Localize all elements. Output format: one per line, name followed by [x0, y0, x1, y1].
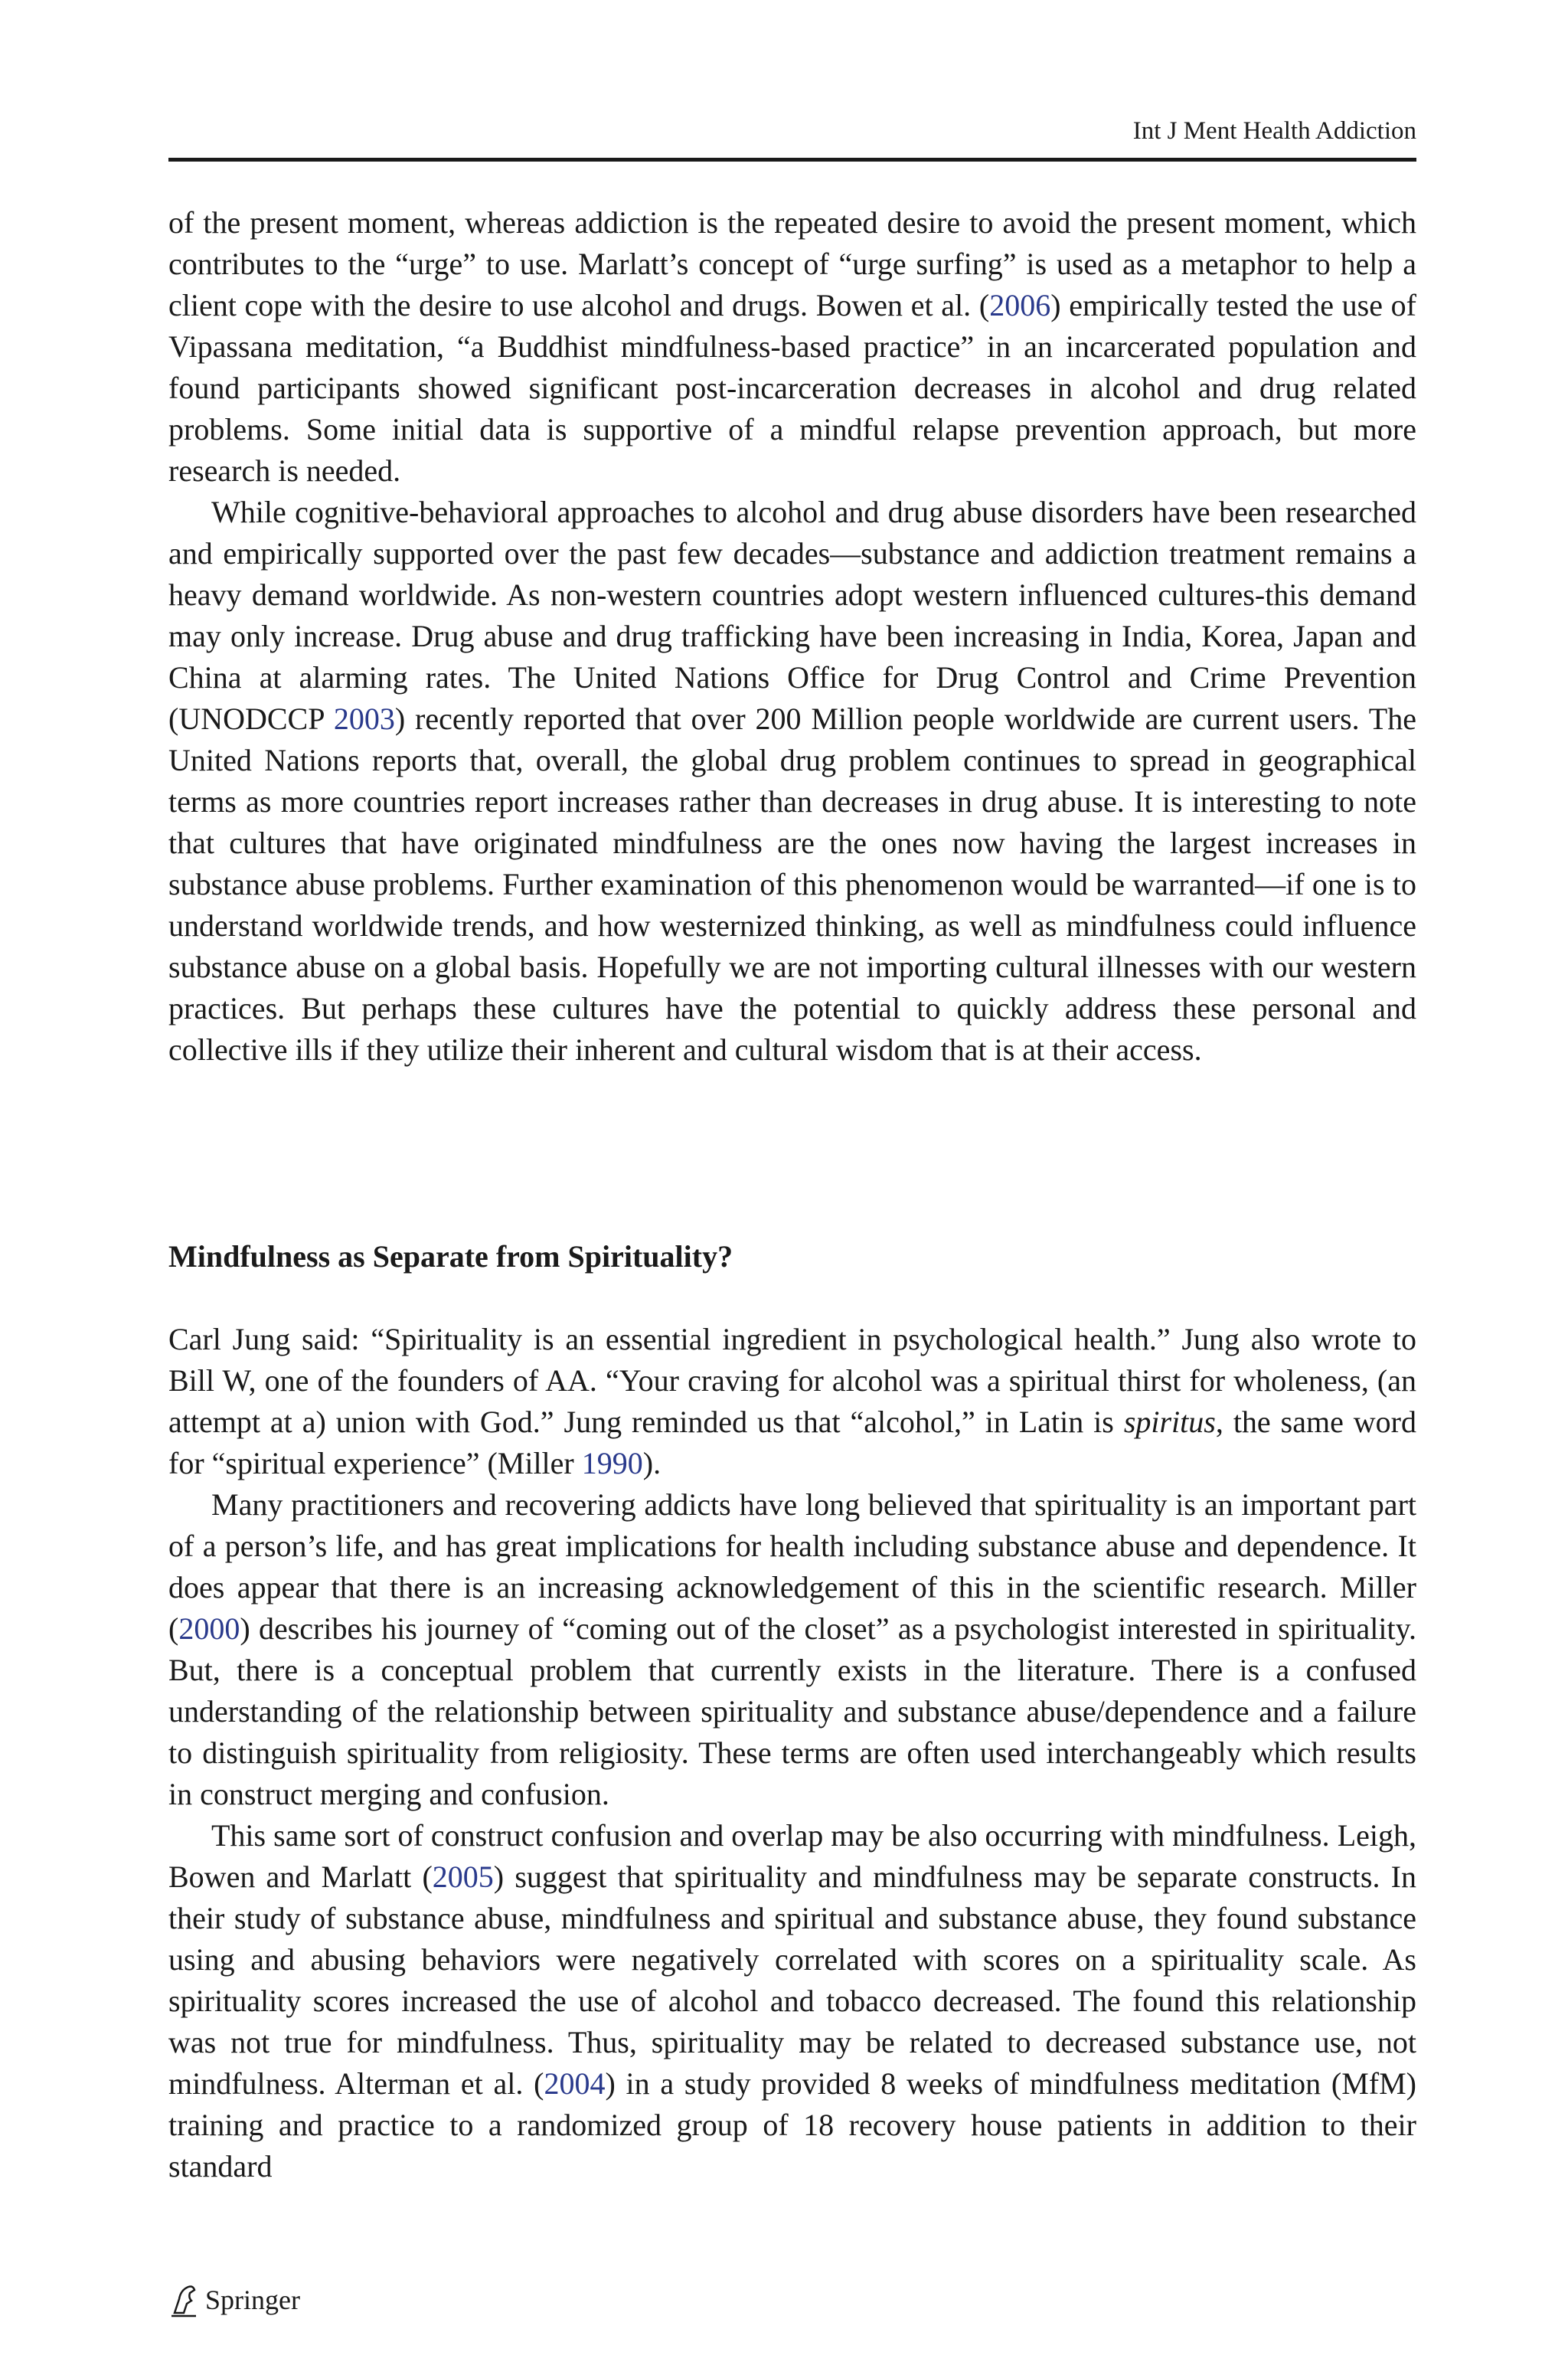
- text-run: While cognitive-behavioral approaches to alcohol and drug abuse disorders have been researched and empirically supported over the past few decades—substance and addiction treatment remains a heavy demand worldwide. As non-western countries adopt western influenced cultures-this demand may only increase. Drug abuse and drug trafficking have been increasing in India, Korea, Japan and China at alarming rates. The United Nations Office for Drug Control and Crime Prevention (UNODCCP: [168, 495, 1416, 736]
- publisher-footer: [168, 2282, 300, 2317]
- paragraph: [168, 1815, 1416, 2187]
- citation-link[interactable]: 2003: [333, 702, 395, 736]
- paragraph: [168, 492, 1416, 1071]
- section-heading: Mindfulness as Separate from Spirituality?: [168, 1239, 733, 1274]
- text-run: ) describes his journey of “coming out of the closet” as a psychologist interested in spirituality. But, there is a conceptual problem that currently exists in the literature. There is a confused understanding of the relationship between spirituality and substance abuse/dependence and a failure to distinguish spirituality from religiosity. These terms are often used interchangeably which results in construct merging and confusion.: [168, 1611, 1416, 1811]
- citation-link[interactable]: 2006: [989, 288, 1051, 322]
- text-run: Many practitioners and recovering addicts have long believed that spirituality is an important part of a person’s life, and has great implications for health including substance abuse and dependence. It does appear that there is an increasing acknowledgement of this in the scientific research. Miller (: [168, 1487, 1416, 1646]
- text-run: ) suggest that spirituality and mindfulness may be separate constructs. In their study of substance abuse, mindfulness and spiritual and substance abuse, they found substance using and abusing behaviors were negatively correlated with scores on a spirituality scale. As spirituality scores increased the use of alcohol and tobacco decreased. The found this relationship was not true for mindfulness. Thus, spirituality may be related to decreased substance use, not mindfulness. Alterman et al. (: [168, 1860, 1416, 2101]
- text-run: ) in a study provided 8 weeks of mindfulness meditation (MfM) training and practice to a randomized group of 18 recovery house patients in addition to their standard: [168, 2066, 1416, 2183]
- text-run: ) empirically tested the use of Vipassana meditation, “a Buddhist mindfulness-based practice” in an incarcerated population and found participants showed significant post-incarceration decreases in alcohol and drug related problems. Some initial data is supportive of a mindful relapse prevention approach, but more research is needed.: [168, 288, 1417, 488]
- italic-term: spiritus: [1123, 1405, 1216, 1439]
- citation-link[interactable]: 2005: [432, 1860, 494, 1894]
- text-run: Carl Jung said: “Spirituality is an essential ingredient in psychological health.” Jung also wrote to Bill W, one of the founders of AA. “Your craving for alcohol was a spiritual thirst for wholeness, (an attempt at a) union with God.” Jung reminded us that “alcohol,” in Latin is: [168, 1322, 1416, 1439]
- paragraph: [168, 1484, 1416, 1815]
- paragraph: [168, 1319, 1416, 1484]
- springer-horse-icon: [168, 2282, 199, 2317]
- text-run: ) recently reported that over 200 Million people worldwide are current users. The United Nations reports that, overall, the global drug problem continues to spread in geographical terms as more countries report increases rather than decreases in drug abuse. It is interesting to note that cultures that have originated mindfulness are the ones now having the largest increases in substance abuse problems. Further examination of this phenomenon would be warranted—if one is to understand worldwide trends, and how westernized thinking, as well as mindfulness could influence substance abuse on a global basis. Hopefully we are not importing cultural illnesses with our western practices. But perhaps these cultures have the potential to quickly address these personal and collective ills if they utilize their inherent and cultural wisdom that is at their access.: [168, 702, 1416, 1067]
- section-body: [168, 1319, 1416, 2187]
- header-rule: [168, 158, 1416, 162]
- citation-link[interactable]: 2004: [544, 2066, 606, 2101]
- citation-link[interactable]: 2000: [178, 1611, 240, 1646]
- journal-running-head: Int J Ment Health Addiction: [1132, 117, 1416, 145]
- text-run: of the present moment, whereas addiction is the repeated desire to avoid the present moment, which contributes to the “urge” to use. Marlatt’s concept of “urge surfing” is used as a metaphor to help a client cope with the desire to use alcohol and drugs. Bowen et al. (: [168, 205, 1416, 322]
- text-run: This same sort of construct confusion and overlap may be also occurring with mindfulness. Leigh, Bowen and Marlatt (: [168, 1818, 1416, 1894]
- citation-link[interactable]: 1990: [581, 1446, 643, 1480]
- paragraph: [168, 202, 1416, 492]
- body-text-block: [168, 202, 1416, 1071]
- publisher-name: Springer: [205, 2285, 300, 2315]
- text-run: , the same word for “spiritual experience” (Miller: [168, 1405, 1416, 1480]
- text-run: ).: [642, 1446, 662, 1480]
